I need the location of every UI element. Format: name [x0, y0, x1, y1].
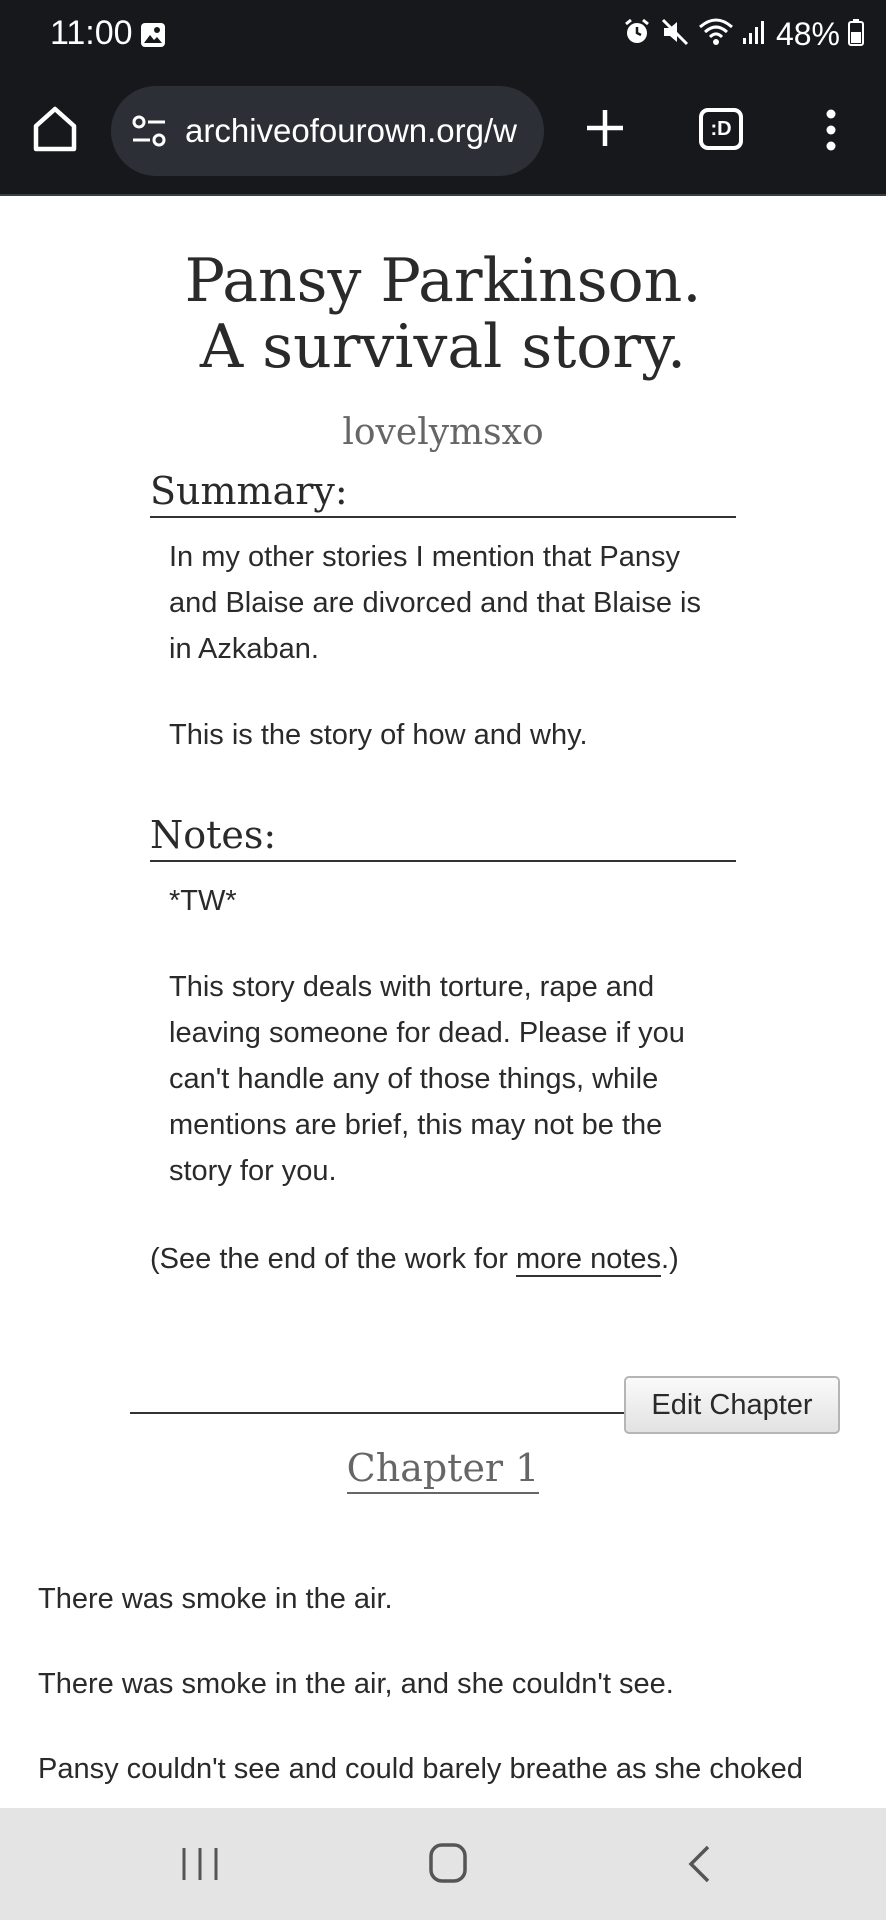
url-text[interactable]: archiveofourown.org/w — [185, 112, 517, 149]
wifi-icon — [698, 17, 734, 52]
home-icon[interactable] — [32, 104, 78, 154]
tune-icon[interactable] — [131, 114, 167, 153]
summary-paragraph-1: In my other stories I mention that Pansy and Blaise are divorced and that Blaise is in Azkaban. — [169, 541, 701, 665]
alarm-icon — [622, 17, 652, 52]
chapter-title-link[interactable]: Chapter 1 — [347, 1446, 540, 1494]
notes-paragraph-1: *TW* — [169, 885, 237, 917]
author-link[interactable]: lovelymsxo — [342, 412, 544, 453]
work-title — [60, 248, 826, 380]
body-paragraph-1: There was smoke in the air. — [38, 1583, 393, 1615]
end-notes-prefix: (See the end of the work for — [150, 1243, 516, 1275]
battery-icon — [848, 18, 864, 51]
edit-chapter-button[interactable]: Edit Chapter — [624, 1376, 840, 1434]
status-bar — [0, 0, 886, 68]
work-title-line-2: A survival story. — [199, 312, 687, 382]
body-paragraph-3: Pansy couldn't see and could barely breathe as she choked — [38, 1753, 803, 1785]
tabs-icon[interactable]: :D — [699, 108, 743, 150]
gallery-icon — [140, 22, 166, 53]
battery-percent: 48% — [775, 15, 840, 52]
address-bar[interactable] — [111, 86, 544, 176]
nav-home-icon[interactable] — [428, 1842, 468, 1889]
body-paragraph-2: There was smoke in the air, and she couldn't see. — [38, 1668, 674, 1700]
browser-toolbar — [0, 68, 886, 196]
mute-icon — [660, 17, 690, 52]
summary-paragraph-2: This is the story of how and why. — [169, 719, 588, 751]
chapter-divider — [130, 1412, 626, 1414]
status-time: 11:00 — [50, 14, 133, 52]
chapter-heading — [0, 1446, 886, 1490]
end-notes-suffix: .) — [661, 1243, 679, 1275]
back-icon[interactable] — [684, 1844, 714, 1889]
more-notes-link[interactable]: more notes — [515, 1243, 662, 1275]
notes-heading: Notes: — [150, 812, 736, 862]
more-vert-icon[interactable] — [818, 108, 844, 152]
page-content — [0, 198, 886, 1808]
notes-paragraph-2: This story deals with torture, rape and leaving someone for dead. Please if you can't handle any of those things, while mentions are brief, this may not be the story for you. — [169, 971, 685, 1187]
work-title-line-1: Pansy Parkinson. — [184, 246, 702, 316]
end-notes-line — [150, 1236, 790, 1282]
summary-heading: Summary: — [150, 468, 736, 518]
signal-icon — [742, 18, 768, 51]
recent-apps-icon[interactable] — [180, 1844, 220, 1889]
plus-icon[interactable] — [583, 106, 627, 150]
system-nav-bar — [0, 1808, 886, 1920]
